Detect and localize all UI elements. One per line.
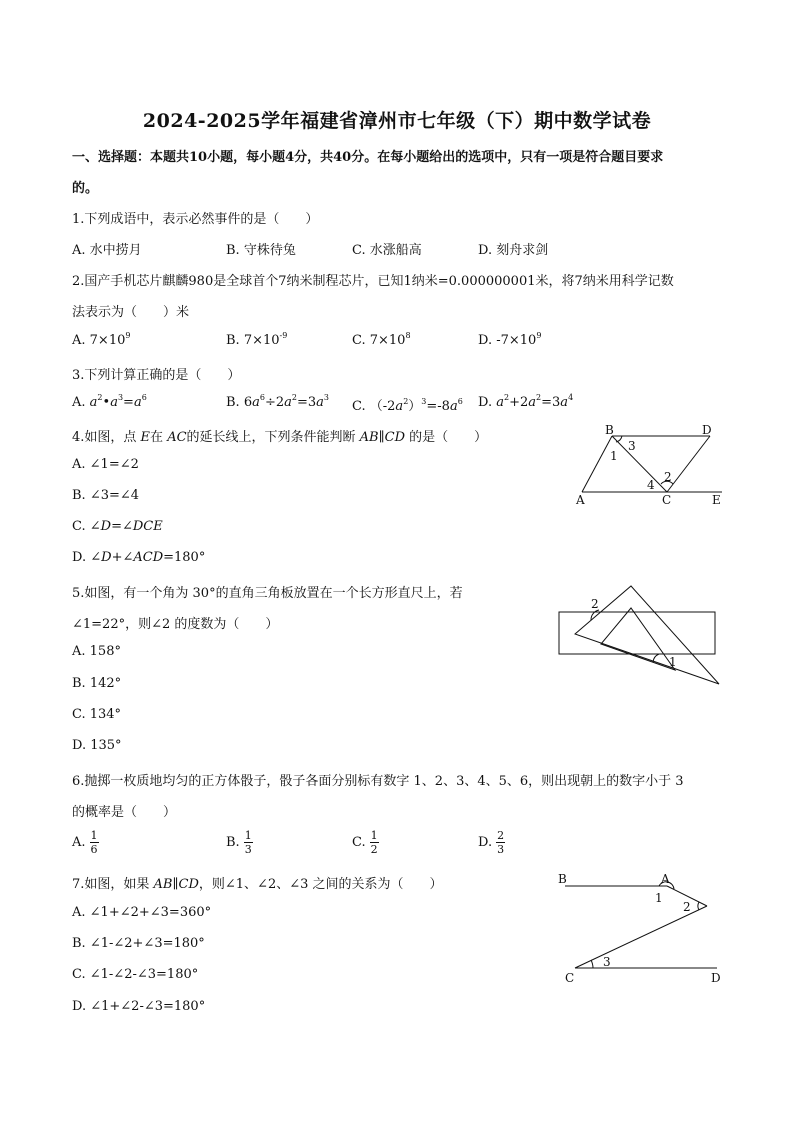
- q4-angle-2: 2: [664, 470, 672, 484]
- q7-label-b: B: [558, 872, 567, 886]
- q6-option-d: D. $\frac{2}{3}$: [478, 829, 505, 856]
- q7-option-c: C. ∠1-∠2-∠3=180°: [72, 967, 199, 982]
- q4-label-e: E: [712, 493, 721, 507]
- q1-stem: 1.下列成语中，表示必然事件的是（ ）: [72, 212, 319, 227]
- q3-option-d: D. $a^2+2a^2=3a^4$: [478, 393, 574, 410]
- q5-option-a: A. 158°: [72, 644, 121, 659]
- q4-angle-3: 3: [628, 439, 636, 453]
- q2-option-c: C. $7\times 10^8$: [352, 331, 411, 348]
- q4-label-b: B: [605, 423, 614, 437]
- q5-triangle-inner: [601, 608, 675, 670]
- q7-label-d: D: [711, 971, 721, 985]
- q2-option-a: A. $7\times 10^9$: [72, 331, 131, 348]
- q1-options: [72, 239, 592, 257]
- q5-option-c: C. 134°: [72, 707, 122, 722]
- q7-label-a: A: [661, 872, 670, 886]
- q3-options: [72, 395, 592, 413]
- q7-option-a: A. ∠1+∠2+∠3=360°: [72, 905, 212, 920]
- q7-figure: [555, 870, 727, 988]
- q5-figure: [555, 582, 725, 688]
- q7-angle-2: 2: [683, 900, 691, 914]
- q4-line-dc: [667, 436, 710, 492]
- q6-stem-line2: 的概率是（ ）: [72, 805, 177, 820]
- q4-line-ab: [582, 436, 612, 492]
- q4-label-d: D: [702, 423, 712, 437]
- q6-stem-line1: 6.抛掷一枚质地均匀的正方体骰子，骰子各面分别标有数字 1、2、3、4、5、6，则出现朝上的数字小于 3: [72, 774, 684, 789]
- q4-option-c: C. ∠D=∠DCE: [72, 519, 163, 534]
- q7-option-b: B. ∠1-∠2+∠3=180°: [72, 936, 205, 951]
- q1-option-d: D. 刻舟求剑: [478, 243, 549, 258]
- q7-option-d: D. ∠1+∠2-∠3=180°: [72, 999, 206, 1014]
- q4-label-a: A: [576, 493, 585, 507]
- q5-angle-1: 1: [669, 655, 677, 669]
- q4-angle-1: 1: [610, 449, 618, 463]
- section-instruction-line1: 一、选择题：本题共10小题，每小题4分，共40分。在每小题给出的选项中，只有一项是符合题目要求: [72, 150, 664, 165]
- q7-label-c: C: [565, 971, 575, 985]
- q2-stem-line2: 法表示为（ ）米: [72, 305, 190, 320]
- q7-stem: 7.如图，如果 AB∥CD，则∠1、∠2、∠3 之间的关系为（ ）: [72, 877, 443, 892]
- q5-arc-1: [653, 654, 659, 662]
- section-instruction-line2: 的。: [72, 181, 99, 196]
- q3-option-c: C. $(-2a^2)^3=-8a^6$: [352, 397, 463, 414]
- q6-option-c: C. $\frac{1}{2}$: [352, 829, 378, 856]
- q5-angle-2: 2: [591, 597, 599, 611]
- q4-line-bc: [612, 436, 667, 492]
- q5-stem-line1: 5.如图，有一个角为 30°的直角三角板放置在一个长方形直尺上，若: [72, 586, 463, 601]
- q5-option-d: D. 135°: [72, 738, 122, 753]
- q5-ruler: [559, 612, 715, 654]
- exam-title: 2024-2025学年福建省漳州市七年级（下）期中数学试卷: [142, 110, 652, 132]
- q7-arc-3: [591, 960, 593, 968]
- q7-arc-2: [698, 902, 699, 910]
- q6-option-a: A. $\frac{1}{6}$: [72, 829, 98, 856]
- q4-figure: [572, 422, 732, 508]
- q5-option-b: B. 142°: [72, 676, 122, 691]
- q3-option-a: A. $a^2•a^3=a^6$: [72, 393, 147, 410]
- q6-option-b: B. $\frac{1}{3}$: [226, 829, 252, 856]
- q1-option-c: C. 水涨船高: [352, 243, 422, 258]
- q4-stem: 4.如图，点 E在 AC的延长线上，下列条件能判断 AB∥CD 的是（ ）: [72, 430, 488, 445]
- q4-label-c: C: [662, 493, 672, 507]
- q7-angle-3: 3: [603, 955, 611, 969]
- q4-option-b: B. ∠3=∠4: [72, 488, 140, 503]
- q3-option-b: B. $6a^6\div 2a^2=3a^3$: [226, 393, 330, 410]
- q3-stem: 3.下列计算正确的是（ ）: [72, 368, 241, 383]
- q5-stem-line2: ∠1=22°，则∠2 的度数为（ ）: [72, 617, 279, 632]
- q1-option-a: A. 水中捞月: [72, 243, 142, 258]
- q2-options: [72, 333, 592, 351]
- q7-line-vertex-c: [575, 906, 707, 968]
- q4-angle-4: 4: [647, 478, 655, 492]
- q2-option-b: B. $7\times 10^{-9}$: [226, 331, 288, 348]
- q4-option-a: A. ∠1=∠2: [72, 457, 139, 472]
- q2-stem-line1: 2.国产手机芯片麒麟980是全球首个7纳米制程芯片，已知1纳米=0.000000001米，将7纳米用科学记数: [72, 274, 674, 289]
- q1-option-b: B. 守株待兔: [226, 243, 296, 258]
- q7-angle-1: 1: [655, 891, 663, 905]
- q2-option-d: D. $-7\times 10^9$: [478, 331, 542, 348]
- q6-options: [72, 829, 592, 859]
- q4-option-d: D. ∠D+∠ACD=180°: [72, 550, 206, 565]
